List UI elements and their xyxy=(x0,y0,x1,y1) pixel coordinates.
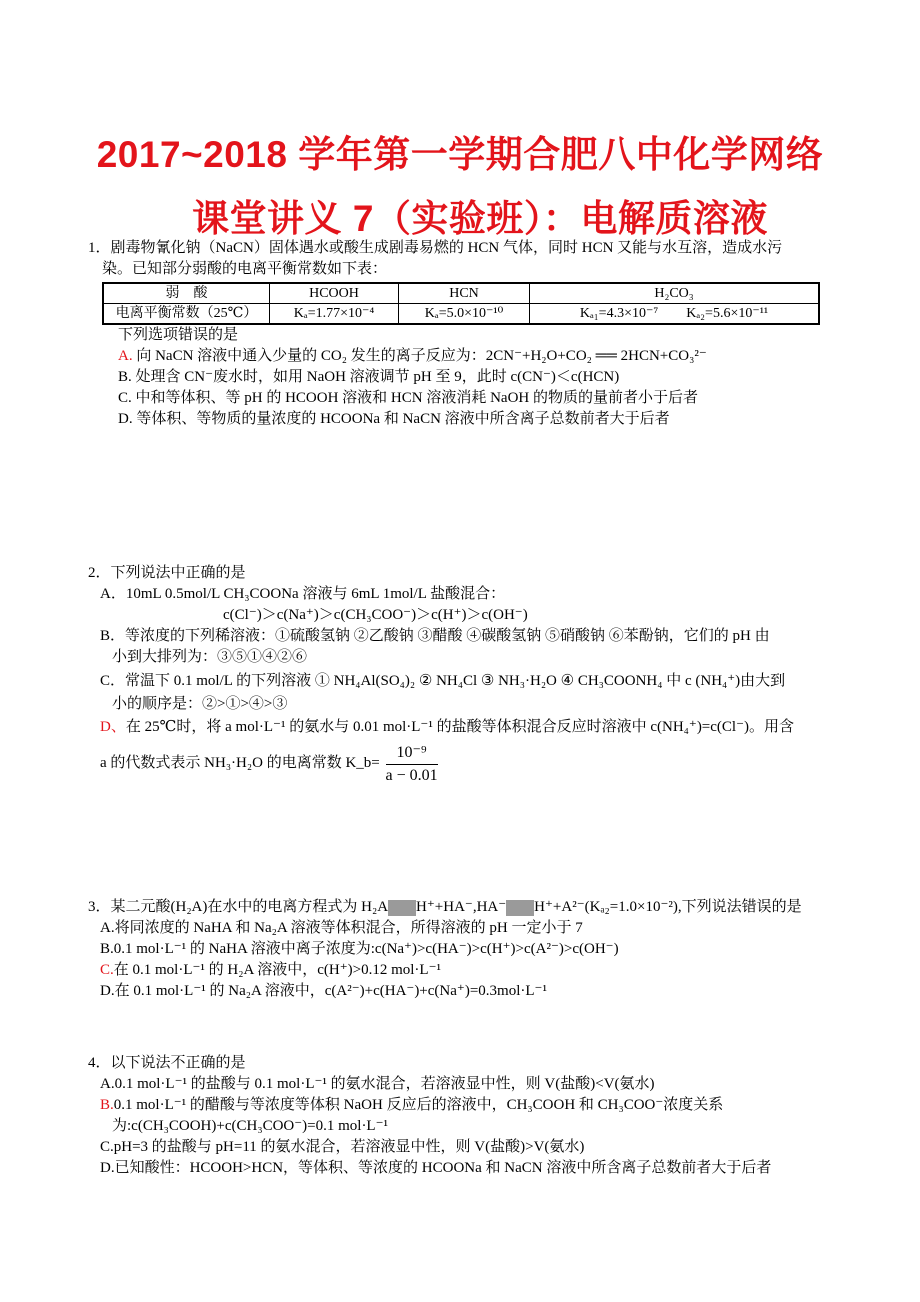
q1-prompt: 下列选项错误的是 xyxy=(118,327,239,343)
table-header: HCN xyxy=(399,283,530,304)
q3-stem xyxy=(88,897,868,918)
option-label: D. xyxy=(100,1160,115,1176)
option-text: 将同浓度的 NaHA 和 Na₂A 溶液等体积混合，所得溶液的 pH 一定小于 7 xyxy=(114,920,583,936)
q2-option-d-cont xyxy=(88,742,868,785)
option-label: C. xyxy=(118,390,132,406)
option-text: 在 0.1 mol·L⁻¹ 的 H₂A 溶液中，c(H⁺)>0.12 mol·L⁻¹ xyxy=(113,962,442,978)
option-label: A. xyxy=(118,348,133,364)
option-label: A. xyxy=(100,1076,115,1092)
q4-option-b xyxy=(88,1095,868,1116)
table-cell: 电离平衡常数（25℃） xyxy=(103,304,270,325)
title-line-1: 2017~2018 学年第一学期合肥八中化学网络 xyxy=(96,134,824,175)
q3-option-d xyxy=(88,981,868,1002)
option-text: 等体积、等物质的量浓度的 HCOONa 和 NaCN 溶液中所含离子总数前者大于后者 xyxy=(132,411,670,427)
q3-option-c xyxy=(88,960,868,981)
q1-option-d xyxy=(88,409,848,430)
option-text: 在 25℃时，将 a mol·L⁻¹ 的氨水与 0.01 mol·L⁻¹ 的盐酸等体积混合反应时溶液中 c(NH₄⁺)=c(Cl⁻)。用含 xyxy=(125,719,795,735)
table-row xyxy=(103,304,819,325)
q2-stem: 2．下列说法中正确的是 xyxy=(88,565,246,581)
q2-option-d xyxy=(88,717,868,738)
option-text: 0.1 mol·L⁻¹ 的盐酸与 0.1 mol·L⁻¹ 的氨水混合，若溶液显中性，则 V(盐酸)<V(氨水) xyxy=(114,1076,655,1092)
q2-option-a: A．10mL 0.5mol/L CH₃COONa 溶液与 6mL 1mol/L 盐酸混合： xyxy=(100,586,506,602)
option-text: 已知酸性：HCOOH>HCN，等体积、等浓度的 HCOONa 和 NaCN 溶液中所含离子总数前者大于后者 xyxy=(114,1160,772,1176)
table-cell: Kₐ₁=4.3×10⁻⁷ Kₐ₂=5.6×10⁻¹¹ xyxy=(530,304,820,325)
q2-option-c-cont: 小的顺序是：②>①>④>③ xyxy=(112,696,288,712)
table-header: H₂CO₃ xyxy=(530,283,820,304)
option-text: 向 NaCN 溶液中通入少量的 CO₂ 发生的离子反应为：2CN⁻+H₂O+CO₂ ══ 2HCN+CO₃²⁻ xyxy=(132,348,707,364)
option-text: 中和等体积、等 pH 的 HCOOH 溶液和 HCN 溶液消耗 NaOH 的物质的量前者小于后者 xyxy=(131,390,699,406)
q1-stem-cont: 染。已知部分弱酸的电离平衡常数如下表： xyxy=(102,261,388,277)
question-4 xyxy=(88,1053,868,1179)
option-label: A. xyxy=(100,920,115,936)
equilibrium-arrow-icon xyxy=(388,900,416,916)
option-label: C. xyxy=(100,962,114,978)
kb-fraction xyxy=(386,742,438,785)
option-label: B. xyxy=(100,941,114,957)
question-1 xyxy=(88,238,848,430)
q4-stem: 4．以下说法不正确的是 xyxy=(88,1055,246,1071)
table-header-row xyxy=(103,283,819,304)
stem-text: H⁺+A²⁻(Kₐ₂=1.0×10⁻²),下列说法错误的是 xyxy=(534,899,802,915)
option-label: D. xyxy=(100,983,115,999)
fraction-numerator: 10⁻⁹ xyxy=(386,742,438,765)
q1-stem: 1．剧毒物氰化钠（NaCN）固体遇水或酸生成剧毒易燃的 HCN 气体，同时 HCN 又能与水互溶，造成水污 xyxy=(88,240,783,256)
q1-option-a xyxy=(88,346,848,367)
q2-option-b: B．等浓度的下列稀溶液：①硫酸氢钠 ②乙酸钠 ③醋酸 ④碳酸氢钠 ⑤硝酸钠 ⑥苯酚钠，它们的 pH 由 xyxy=(100,628,770,644)
question-3 xyxy=(88,897,868,1002)
equilibrium-arrow-icon xyxy=(506,900,534,916)
title-line-2: 课堂讲义 7（实验班）：电解质溶液 xyxy=(192,198,768,239)
option-text: 在 0.1 mol·L⁻¹ 的 Na₂A 溶液中，c(A²⁻)+c(HA⁻)+c(Na⁺)=0.3mol·L⁻¹ xyxy=(114,983,547,999)
q3-option-a xyxy=(88,918,868,939)
table-header: 弱 酸 xyxy=(103,283,270,304)
option-text: 0.1 mol·L⁻¹ 的醋酸与等浓度等体积 NaOH 反应后的溶液中，CH₃COOH 和 CH₃COO⁻浓度关系 xyxy=(113,1097,724,1113)
q3-option-b xyxy=(88,939,868,960)
option-text: 处理含 CN⁻废水时，如用 NaOH 溶液调节 pH 至 9，此时 c(CN⁻)＜c(HCN) xyxy=(131,369,620,385)
table-cell: Kₐ=5.0×10⁻¹⁰ xyxy=(399,304,530,325)
option-label: D、 xyxy=(100,719,126,735)
acid-constant-table xyxy=(102,282,820,325)
option-text: 0.1 mol·L⁻¹ 的 NaHA 溶液中离子浓度为:c(Na⁺)>c(HA⁻)>c(H⁺)>c(A²⁻)>c(OH⁻) xyxy=(113,941,619,957)
option-label: C. xyxy=(100,1139,114,1155)
q1-option-b xyxy=(88,367,848,388)
option-label: B. xyxy=(100,1097,114,1113)
fraction-denominator: a − 0.01 xyxy=(385,767,438,784)
q4-option-b-cont: 为:c(CH₃COOH)+c(CH₃COO⁻)=0.1 mol·L⁻¹ xyxy=(112,1118,389,1134)
q1-option-c xyxy=(88,388,848,409)
option-label: D. xyxy=(118,411,133,427)
stem-text: 3．某二元酸(H₂A)在水中的电离方程式为 H₂A xyxy=(88,899,389,915)
option-text: a 的代数式表示 NH₃·H₂O 的电离常数 K_b= xyxy=(100,754,380,771)
question-2 xyxy=(88,563,868,785)
q2-option-a-expr: c(Cl⁻)＞c(Na⁺)＞c(CH₃COO⁻)＞c(H⁺)＞c(OH⁻) xyxy=(223,607,528,623)
stem-text: H⁺+HA⁻,HA⁻ xyxy=(416,899,507,915)
option-label: B. xyxy=(118,369,132,385)
q2-option-b-cont: 小到大排列为：③⑤①④②⑥ xyxy=(112,649,308,665)
q4-option-c xyxy=(88,1137,868,1158)
q4-option-a xyxy=(88,1074,868,1095)
table-header: HCOOH xyxy=(270,283,399,304)
q2-option-c: C．常温下 0.1 mol/L 的下列溶液 ① NH₄Al(SO₄)₂ ② NH₄Cl ③ NH₃·H₂O ④ CH₃COONH₄ 中 c (NH₄⁺)由大到 xyxy=(100,673,786,689)
option-text: pH=3 的盐酸与 pH=11 的氨水混合，若溶液显中性，则 V(盐酸)>V(氨水) xyxy=(113,1139,585,1155)
q4-option-d xyxy=(88,1158,868,1179)
table-cell: Kₐ=1.77×10⁻⁴ xyxy=(270,304,399,325)
